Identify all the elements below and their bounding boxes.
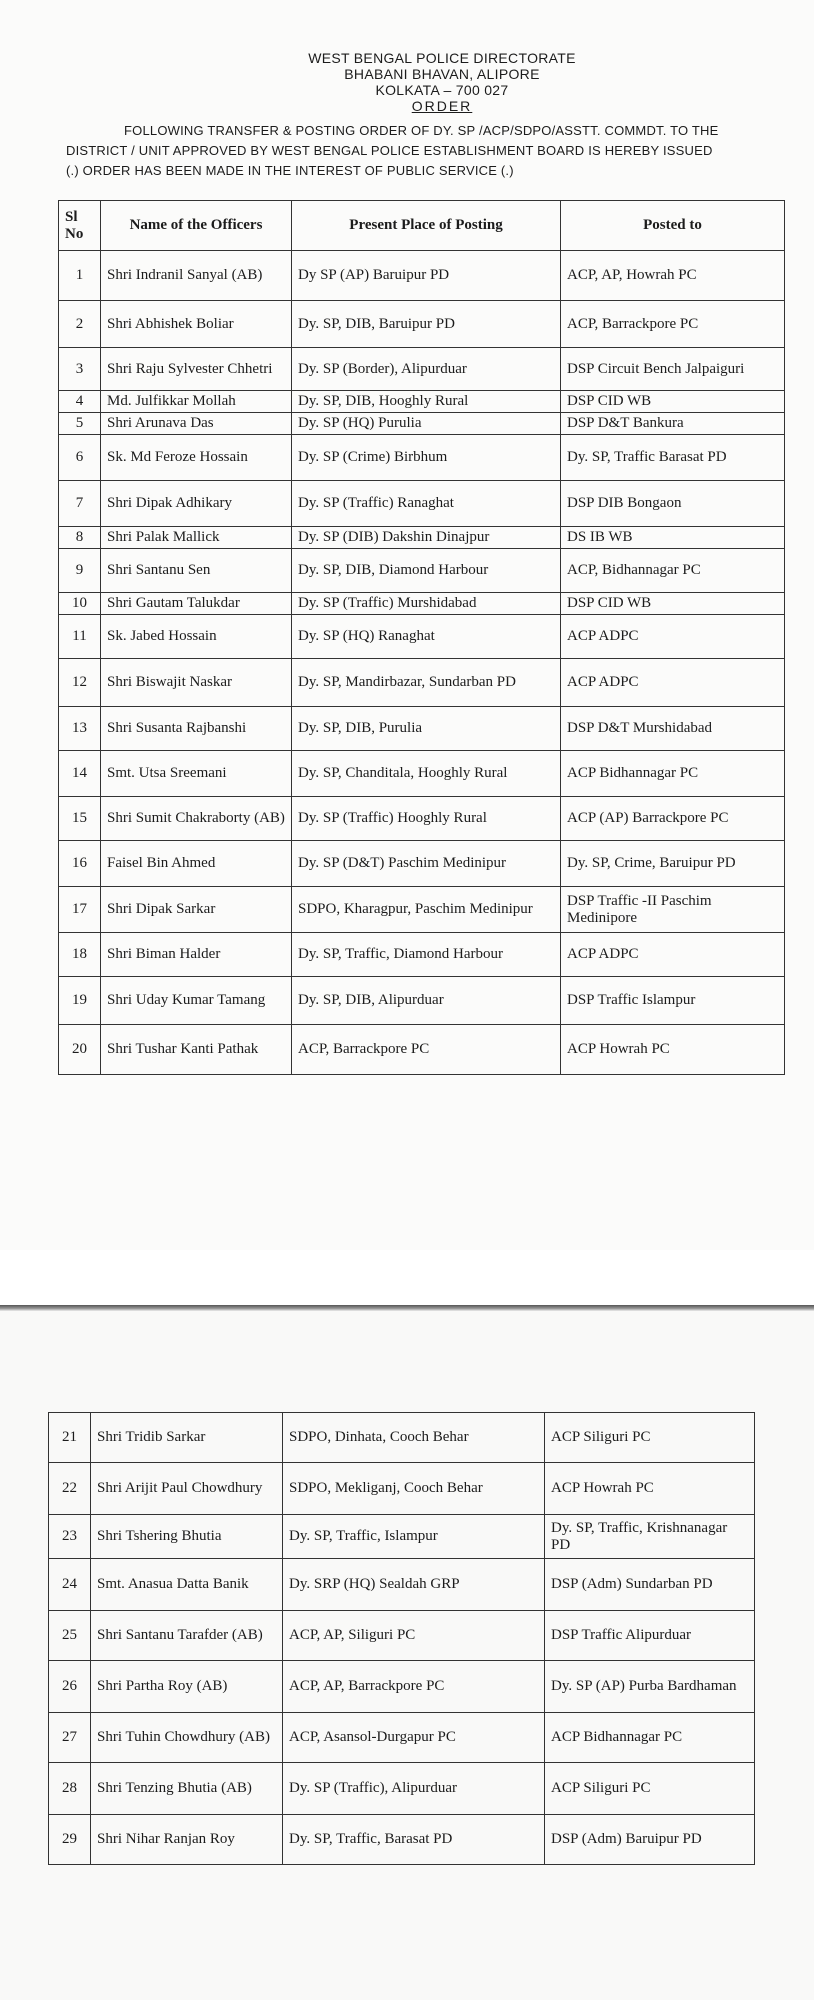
table-row [59, 549, 785, 593]
present-posting: ACP, AP, Siliguri PC [283, 1611, 545, 1661]
posted-to: ACP, Barrackpore PC [561, 301, 785, 348]
present-posting: Dy. SP, DIB, Purulia [292, 707, 561, 751]
officer-name: Shri Tridib Sarkar [91, 1413, 283, 1463]
row-sl-no: 29 [49, 1815, 91, 1865]
table-row [59, 1025, 785, 1075]
table-row [49, 1463, 755, 1515]
posted-to: ACP Bidhannagar PC [561, 751, 785, 797]
row-sl-no: 19 [59, 977, 101, 1025]
officer-name: Shri Santanu Sen [101, 549, 292, 593]
posted-to: Dy. SP (AP) Purba Bardhaman [545, 1661, 755, 1713]
present-posting: Dy SP (AP) Baruipur PD [292, 251, 561, 301]
row-sl-no: 9 [59, 549, 101, 593]
present-posting: Dy. SP (Border), Alipurduar [292, 348, 561, 391]
posted-to: ACP ADPC [561, 933, 785, 977]
posted-to: ACP ADPC [561, 659, 785, 707]
posted-to: ACP ADPC [561, 615, 785, 659]
row-sl-no: 16 [59, 841, 101, 887]
present-posting: Dy. SP, Traffic, Diamond Harbour [292, 933, 561, 977]
present-posting: Dy. SP (Traffic) Ranaghat [292, 481, 561, 527]
row-sl-no: 10 [59, 593, 101, 615]
table-row [59, 841, 785, 887]
present-posting: SDPO, Kharagpur, Paschim Medinipur [292, 887, 561, 933]
officer-name: Shri Palak Mallick [101, 527, 292, 549]
table-row [49, 1611, 755, 1661]
table-row [59, 615, 785, 659]
row-sl-no: 25 [49, 1611, 91, 1661]
officer-name: Faisel Bin Ahmed [101, 841, 292, 887]
present-posting: SDPO, Mekliganj, Cooch Behar [283, 1463, 545, 1515]
table-row [59, 481, 785, 527]
present-posting: Dy. SP (DIB) Dakshin Dinajpur [292, 527, 561, 549]
officer-name: Shri Tenzing Bhutia (AB) [91, 1763, 283, 1815]
row-sl-no: 27 [49, 1713, 91, 1763]
table-row [49, 1515, 755, 1559]
posted-to: DSP DIB Bongaon [561, 481, 785, 527]
row-sl-no: 21 [49, 1413, 91, 1463]
row-sl-no: 17 [59, 887, 101, 933]
officer-name: Shri Raju Sylvester Chhetri [101, 348, 292, 391]
row-sl-no: 5 [59, 413, 101, 435]
officer-name: Md. Julfikkar Mollah [101, 391, 292, 413]
table-row [59, 251, 785, 301]
officer-name: Shri Nihar Ranjan Roy [91, 1815, 283, 1865]
posted-to: DS IB WB [561, 527, 785, 549]
row-sl-no: 13 [59, 707, 101, 751]
posted-to: ACP Bidhannagar PC [545, 1713, 755, 1763]
present-posting: Dy. SP (Traffic) Hooghly Rural [292, 797, 561, 841]
org-name: WEST BENGAL POLICE DIRECTORATE [308, 50, 576, 66]
officer-name: Shri Arunava Das [101, 413, 292, 435]
row-sl-no: 24 [49, 1559, 91, 1611]
table-row [59, 977, 785, 1025]
officer-name: Shri Sumit Chakraborty (AB) [101, 797, 292, 841]
col-header-posted-to: Posted to [561, 201, 785, 251]
present-posting: Dy. SP, Mandirbazar, Sundarban PD [292, 659, 561, 707]
row-sl-no: 14 [59, 751, 101, 797]
table-header-row [59, 201, 785, 251]
present-posting: ACP, Barrackpore PC [292, 1025, 561, 1075]
officer-name: Shri Tshering Bhutia [91, 1515, 283, 1559]
col-header-present-posting: Present Place of Posting [292, 201, 561, 251]
posted-to: ACP Howrah PC [561, 1025, 785, 1075]
present-posting: ACP, Asansol-Durgapur PC [283, 1713, 545, 1763]
intro-line: (.) ORDER HAS BEEN MADE IN THE INTEREST OF PUBLIC SERVICE (.) [66, 163, 514, 178]
posted-to: DSP D&T Bankura [561, 413, 785, 435]
row-sl-no: 28 [49, 1763, 91, 1815]
table-row [59, 933, 785, 977]
posted-to: DSP (Adm) Baruipur PD [545, 1815, 755, 1865]
officer-name: Shri Arijit Paul Chowdhury [91, 1463, 283, 1515]
table-row [59, 797, 785, 841]
present-posting: Dy. SRP (HQ) Sealdah GRP [283, 1559, 545, 1611]
row-sl-no: 1 [59, 251, 101, 301]
present-posting: Dy. SP, Traffic, Islampur [283, 1515, 545, 1559]
row-sl-no: 18 [59, 933, 101, 977]
officer-name: Shri Indranil Sanyal (AB) [101, 251, 292, 301]
posted-to: DSP (Adm) Sundarban PD [545, 1559, 755, 1611]
table-body [59, 251, 785, 1075]
officer-name: Shri Dipak Sarkar [101, 887, 292, 933]
row-sl-no: 2 [59, 301, 101, 348]
officer-name: Shri Tuhin Chowdhury (AB) [91, 1713, 283, 1763]
present-posting: Dy. SP (D&T) Paschim Medinipur [292, 841, 561, 887]
table-row [59, 707, 785, 751]
table-row [59, 435, 785, 481]
posted-to: DSP CID WB [561, 593, 785, 615]
table-row [59, 887, 785, 933]
officer-name: Smt. Utsa Sreemani [101, 751, 292, 797]
document-title: ORDER [411, 98, 473, 114]
present-posting: Dy. SP (Traffic) Murshidabad [292, 593, 561, 615]
org-city-line: KOLKATA – 700 027 [375, 82, 509, 98]
present-posting: SDPO, Dinhata, Cooch Behar [283, 1413, 545, 1463]
row-sl-no: 23 [49, 1515, 91, 1559]
present-posting: Dy. SP, DIB, Hooghly Rural [292, 391, 561, 413]
officer-name: Shri Gautam Talukdar [101, 593, 292, 615]
posted-to: ACP (AP) Barrackpore PC [561, 797, 785, 841]
table-row [59, 413, 785, 435]
row-sl-no: 4 [59, 391, 101, 413]
table-row [59, 659, 785, 707]
intro-line: DISTRICT / UNIT APPROVED BY WEST BENGAL POLICE ESTABLISHMENT BOARD IS HEREBY ISSUED [66, 143, 713, 158]
posted-to: Dy. SP, Traffic Barasat PD [561, 435, 785, 481]
posted-to: Dy. SP, Traffic, Krishnanagar PD [545, 1515, 755, 1559]
table-row [49, 1815, 755, 1865]
posted-to: Dy. SP, Crime, Baruipur PD [561, 841, 785, 887]
posted-to: DSP Traffic Islampur [561, 977, 785, 1025]
posted-to: ACP Siliguri PC [545, 1763, 755, 1815]
row-sl-no: 6 [59, 435, 101, 481]
posted-to: DSP Circuit Bench Jalpaiguri [561, 348, 785, 391]
page-edge-shadow [0, 1305, 814, 1311]
posted-to: DSP Traffic -II Paschim Medinipore [561, 887, 785, 933]
row-sl-no: 8 [59, 527, 101, 549]
row-sl-no: 22 [49, 1463, 91, 1515]
present-posting: Dy. SP (Traffic), Alipurduar [283, 1763, 545, 1815]
present-posting: Dy. SP (Crime) Birbhum [292, 435, 561, 481]
officer-name: Shri Santanu Tarafder (AB) [91, 1611, 283, 1661]
page-gap [0, 1250, 814, 1305]
officer-name: Sk. Md Feroze Hossain [101, 435, 292, 481]
table-row [59, 527, 785, 549]
posted-to: DSP D&T Murshidabad [561, 707, 785, 751]
present-posting: Dy. SP, DIB, Diamond Harbour [292, 549, 561, 593]
table-row [59, 391, 785, 413]
posted-to: ACP, Bidhannagar PC [561, 549, 785, 593]
posted-to: DSP Traffic Alipurduar [545, 1611, 755, 1661]
present-posting: Dy. SP (HQ) Purulia [292, 413, 561, 435]
officer-name: Shri Uday Kumar Tamang [101, 977, 292, 1025]
order-intro [66, 121, 782, 181]
table-row [49, 1559, 755, 1611]
table-row [49, 1413, 755, 1463]
row-sl-no: 11 [59, 615, 101, 659]
table-row [49, 1661, 755, 1713]
officer-name: Smt. Anasua Datta Banik [91, 1559, 283, 1611]
row-sl-no: 26 [49, 1661, 91, 1713]
table-row [59, 593, 785, 615]
org-address-line: BHABANI BHAVAN, ALIPORE [344, 66, 540, 82]
row-sl-no: 3 [59, 348, 101, 391]
posted-to: ACP, AP, Howrah PC [561, 251, 785, 301]
present-posting: Dy. SP (HQ) Ranaghat [292, 615, 561, 659]
present-posting: ACP, AP, Barrackpore PC [283, 1661, 545, 1713]
officer-name: Shri Partha Roy (AB) [91, 1661, 283, 1713]
col-header-name: Name of the Officers [101, 201, 292, 251]
present-posting: Dy. SP, Traffic, Barasat PD [283, 1815, 545, 1865]
officer-name: Sk. Jabed Hossain [101, 615, 292, 659]
officer-name: Shri Susanta Rajbanshi [101, 707, 292, 751]
row-sl-no: 7 [59, 481, 101, 527]
table-row [59, 751, 785, 797]
transfer-table-page-2 [48, 1412, 755, 1865]
row-sl-no: 20 [59, 1025, 101, 1075]
col-header-sl-no: Sl No [59, 201, 101, 251]
posted-to: ACP Howrah PC [545, 1463, 755, 1515]
transfer-table-page-1 [58, 200, 785, 1075]
intro-line: FOLLOWING TRANSFER & POSTING ORDER OF DY. SP /ACP/SDPO/ASSTT. COMMDT. TO THE [124, 123, 719, 138]
table-row [49, 1713, 755, 1763]
letterhead [0, 50, 814, 114]
posted-to: DSP CID WB [561, 391, 785, 413]
officer-name: Shri Biswajit Naskar [101, 659, 292, 707]
row-sl-no: 15 [59, 797, 101, 841]
present-posting: Dy. SP, Chanditala, Hooghly Rural [292, 751, 561, 797]
officer-name: Shri Abhishek Boliar [101, 301, 292, 348]
officer-name: Shri Biman Halder [101, 933, 292, 977]
table-row [49, 1763, 755, 1815]
present-posting: Dy. SP, DIB, Baruipur PD [292, 301, 561, 348]
posted-to: ACP Siliguri PC [545, 1413, 755, 1463]
officer-name: Shri Tushar Kanti Pathak [101, 1025, 292, 1075]
present-posting: Dy. SP, DIB, Alipurduar [292, 977, 561, 1025]
table-body [49, 1413, 755, 1865]
row-sl-no: 12 [59, 659, 101, 707]
officer-name: Shri Dipak Adhikary [101, 481, 292, 527]
table-row [59, 348, 785, 391]
table-row [59, 301, 785, 348]
